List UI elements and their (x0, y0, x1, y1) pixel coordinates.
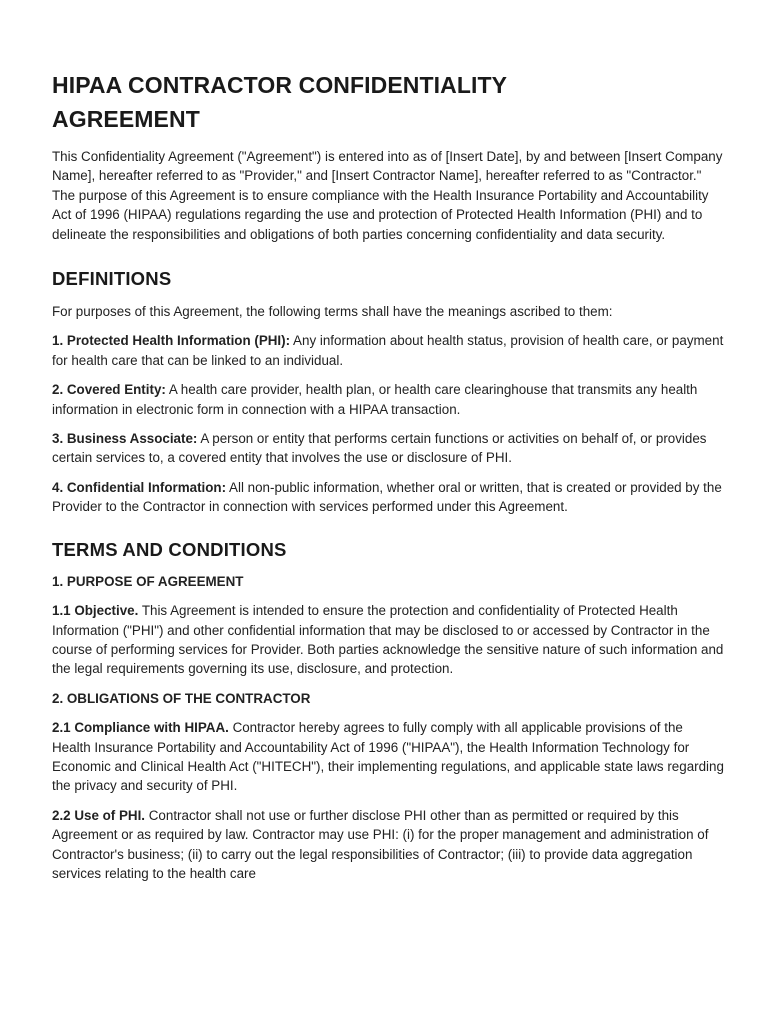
clause-1-1 (52, 601, 724, 679)
definition-term: 3. Business Associate: (52, 431, 198, 447)
clause-2-1 (52, 718, 724, 796)
clause-label: 2.1 Compliance with HIPAA. (52, 720, 229, 736)
definition-term: 1. Protected Health Information (PHI): (52, 333, 291, 349)
terms-heading: TERMS AND CONDITIONS (52, 538, 287, 560)
section-1-heading: 1. PURPOSE OF AGREEMENT (52, 573, 244, 589)
definition-item (52, 331, 724, 370)
section-2-heading: 2. OBLIGATIONS OF THE CONTRACTOR (52, 690, 311, 706)
clause-label: 2.2 Use of PHI. (52, 807, 146, 823)
definition-item (52, 380, 724, 419)
document-title: HIPAA CONTRACTOR CONFIDENTIALITY AGREEMENT (52, 72, 507, 132)
definition-item (52, 429, 724, 468)
clause-text: Contractor hereby agrees to fully comply with all applicable provisions of the Health Insurance Portability and Accountability Act of 1996 ("HIPAA"), the Health Information Technology for Economic and Clinical Health Act ("HITECH"), their implementing regulations, and applicable state laws regarding the privacy and security of PHI. (52, 720, 724, 794)
definition-text: Any information about health status, provision of health care, or payment for health care that can be linked to an individual. (52, 333, 724, 368)
definition-term: 2. Covered Entity: (52, 382, 166, 398)
definition-text: A health care provider, health plan, or health care clearinghouse that transmits any health information in electronic form in connection with a HIPAA transaction. (52, 382, 698, 417)
definitions-lead: For purposes of this Agreement, the following terms shall have the meanings ascribed to them: (52, 304, 613, 320)
clause-text: Contractor shall not use or further disclose PHI other than as permitted or required by this Agreement or as required by law. Contractor may use PHI: (i) for the proper management and administration of Contractor's business; (ii) to carry out the legal responsibilities of Contractor; (iii) to provide data aggregation services relating to the health care (52, 807, 709, 881)
definition-text: All non-public information, whether oral or written, that is created or provided by the Provider to the Contractor in connection with services performed under this Agreement. (52, 479, 722, 515)
definition-text: A person or entity that performs certain functions or activities on behalf of, or provides certain services to, a covered entity that involves the use or disclosure of PHI. (52, 431, 707, 466)
definition-term: 4. Confidential Information: (52, 479, 227, 495)
clause-text: This Agreement is intended to ensure the protection and confidentiality of Protected Health Information ("PHI") and other confidential information that may be disclosed to or accessed by Contractor in the course of performing services for Provider. Both parties acknowledge the sensitive nature of such information and the legal requirements governing its use, disclosure, and protection. (52, 603, 724, 677)
document-page (52, 68, 724, 883)
definitions-heading: DEFINITIONS (52, 268, 172, 290)
clause-2-2 (52, 806, 724, 884)
clause-label: 1.1 Objective. (52, 603, 139, 619)
intro-paragraph: This Confidentiality Agreement ("Agreement") is entered into as of [Insert Date], by and between [Insert Company Name], hereafter referred to as "Provider," and [Insert Contractor Name], hereafter referred to as "Contractor." The purpose of this Agreement is to ensure compliance with the Health Insurance Portability and Accountability Act of 1996 (HIPAA) regulations regarding the use and protection of Protected Health Information (PHI) and to delineate the responsibilities and obligations of both parties concerning confidentiality and data security. (52, 149, 723, 242)
definition-item (52, 478, 724, 517)
